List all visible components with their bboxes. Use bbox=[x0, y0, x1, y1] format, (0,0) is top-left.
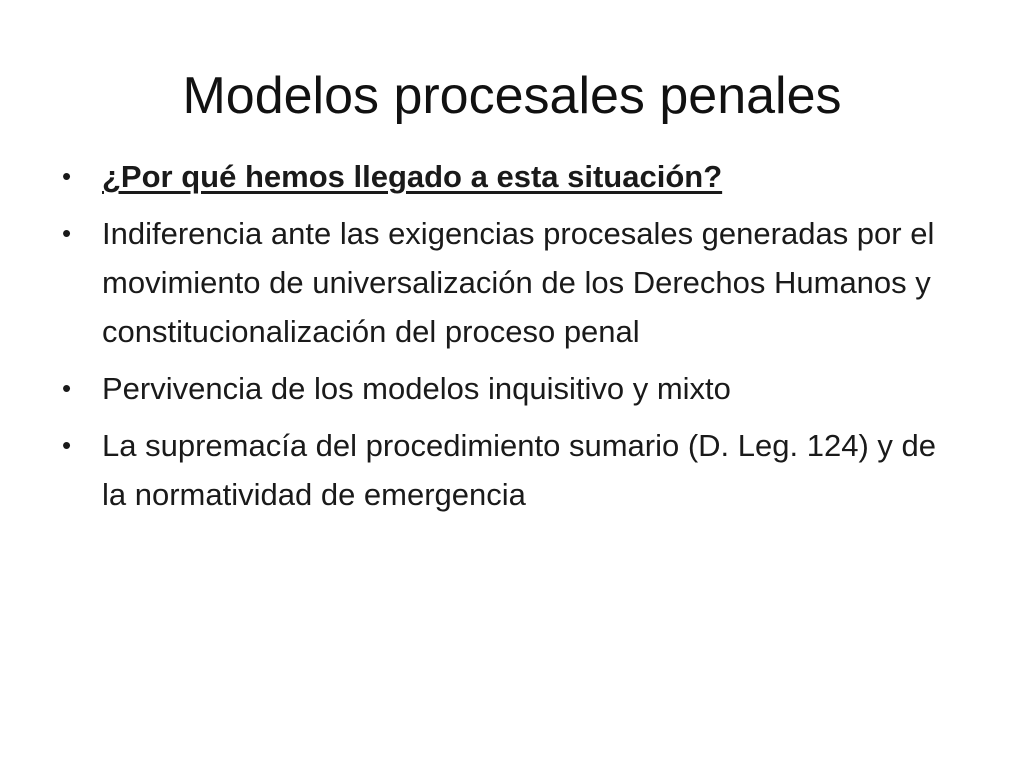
bullet-text: ¿Por qué hemos llegado a esta situación? bbox=[102, 159, 723, 194]
bullet-item-supremacia bbox=[62, 421, 962, 519]
bullet-icon: • bbox=[62, 373, 72, 403]
bullet-icon: • bbox=[62, 430, 72, 460]
bullet-text: La supremacía del procedimiento sumario (D. Leg. 124) y de la normatividad de emergencia bbox=[102, 428, 936, 512]
slide-title: Modelos procesales penales bbox=[182, 67, 842, 125]
bullet-item-indiferencia bbox=[62, 209, 962, 356]
bullet-item-pervivencia bbox=[62, 364, 962, 413]
bullet-text: Indiferencia ante las exigencias procesales generadas por el movimiento de universalización de los Derechos Humanos y constitucionalización del proceso penal bbox=[102, 216, 935, 349]
bullet-icon: • bbox=[62, 161, 72, 191]
bullet-item-question bbox=[62, 152, 962, 201]
bullet-text: Pervivencia de los modelos inquisitivo y mixto bbox=[102, 371, 731, 406]
bullet-list bbox=[62, 152, 962, 527]
bullet-icon: • bbox=[62, 218, 72, 248]
